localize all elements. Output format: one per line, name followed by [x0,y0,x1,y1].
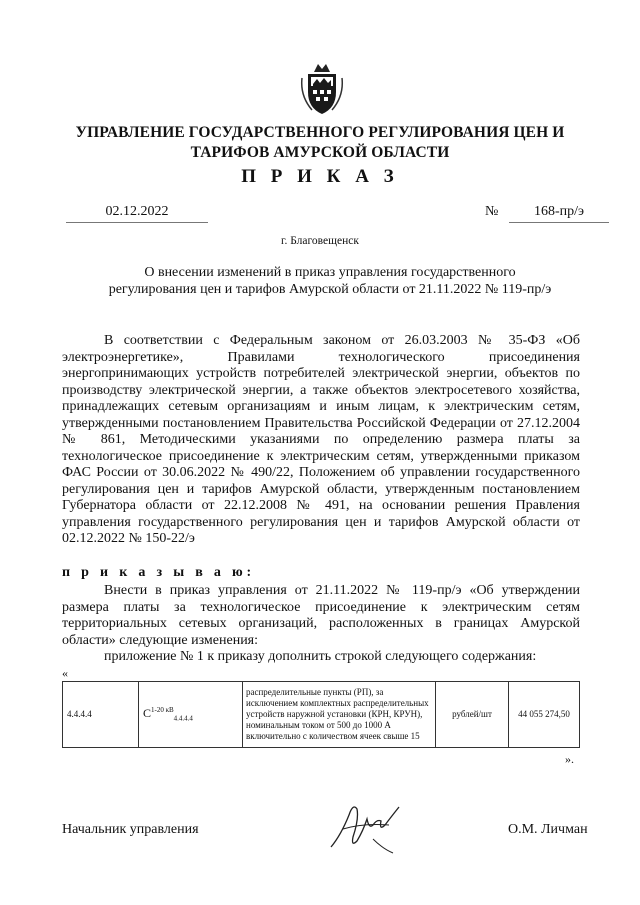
signer-position: Начальник управления [62,822,199,837]
appendix-line: приложение № 1 к приказу дополнить строкой следующего содержания: [104,649,537,664]
cell-unit: рублей/шт [436,682,509,748]
order-subject [80,264,580,298]
rate-symbol [143,705,193,723]
amendment-paragraph: Внести в приказ управления от 21.11.2022 № 119-пр/э «Об утверждении размера платы за технологическое присоединение к электрическим сетям территориальных сетевых организаций, расположенных в границах Амурской области» следующие изменения: [62,583,580,648]
organization-title-line2: ТАРИФОВ АМУРСКОЙ ОБЛАСТИ [190,144,450,161]
order-number: 168-пр/э [509,204,609,223]
preamble [62,333,580,548]
cell-symbol [139,682,243,748]
order-lead: п р и к а з ы в а ю: [62,565,255,580]
document-type: П Р И К А З [241,166,399,187]
tariff-table [62,681,580,748]
quote-close: ». [565,752,574,766]
preamble-paragraph: В соответствии с Федеральным законом от 26.03.2003 № 35-ФЗ «Об электроэнергетике», Правилами технологического присоединения энергопринимающих устройств потребителей электрической энергии, объектов по производству электрической энергии, а также объектов электросетевого хозяйства, принадлежащих сетевым организациям и иным лицам, к электрическим сетям, утвержденными постановлением Правительства Российской Федерации от 27.12.2004 № 861, Методическими указаниями по определению размера платы за технологическое присоединение к электрическим сетям, утвержденными приказом ФАС России от 30.06.2022 № 490/22, Положением об управлении государственного регулирования цен и тарифов Амурской области, утвержденным постановлением Губернатора области от 22.12.2008 № 491, на основании решения Правления управления государственного регулирования цен и тарифов Амурской области от 02.12.2022 № 150-22/э [62,333,580,546]
order-date: 02.12.2022 [66,204,208,223]
quote-open: « [62,666,68,680]
order-number-label: № [485,204,499,219]
organization-title [60,123,580,163]
order-subject-line2: регулирования цен и тарифов Амурской области от 21.11.2022 № 119-пр/э [108,282,552,297]
handwritten-signature [323,795,409,855]
table-row [63,682,580,748]
rate-symbol-sup: 1-20 кВ [151,705,174,714]
cell-code: 4.4.4.4 [63,682,139,748]
rate-symbol-base: C [143,705,152,720]
signer-name: О.М. Личман [508,822,588,837]
organization-title-line1: УПРАВЛЕНИЕ ГОСУДАРСТВЕННОГО РЕГУЛИРОВАНИЯ ЦЕН И [75,124,565,141]
order-subject-line1: О внесении изменений в приказ управления государственного [144,265,516,280]
city: г. Благовещенск [281,235,359,247]
amendment [62,583,580,649]
cell-description: распределительные пункты (РП), за исключением комплектных распределительных устройств наружной установки (КРН, КРУН), номинальным током от 500 до 1000 А включительно с количеством ячеек свыше 15 [243,682,436,748]
coat-of-arms-icon [300,62,344,116]
rate-symbol-sub: 4.4.4.4 [173,714,193,723]
cell-value: 44 055 274,50 [509,682,580,748]
